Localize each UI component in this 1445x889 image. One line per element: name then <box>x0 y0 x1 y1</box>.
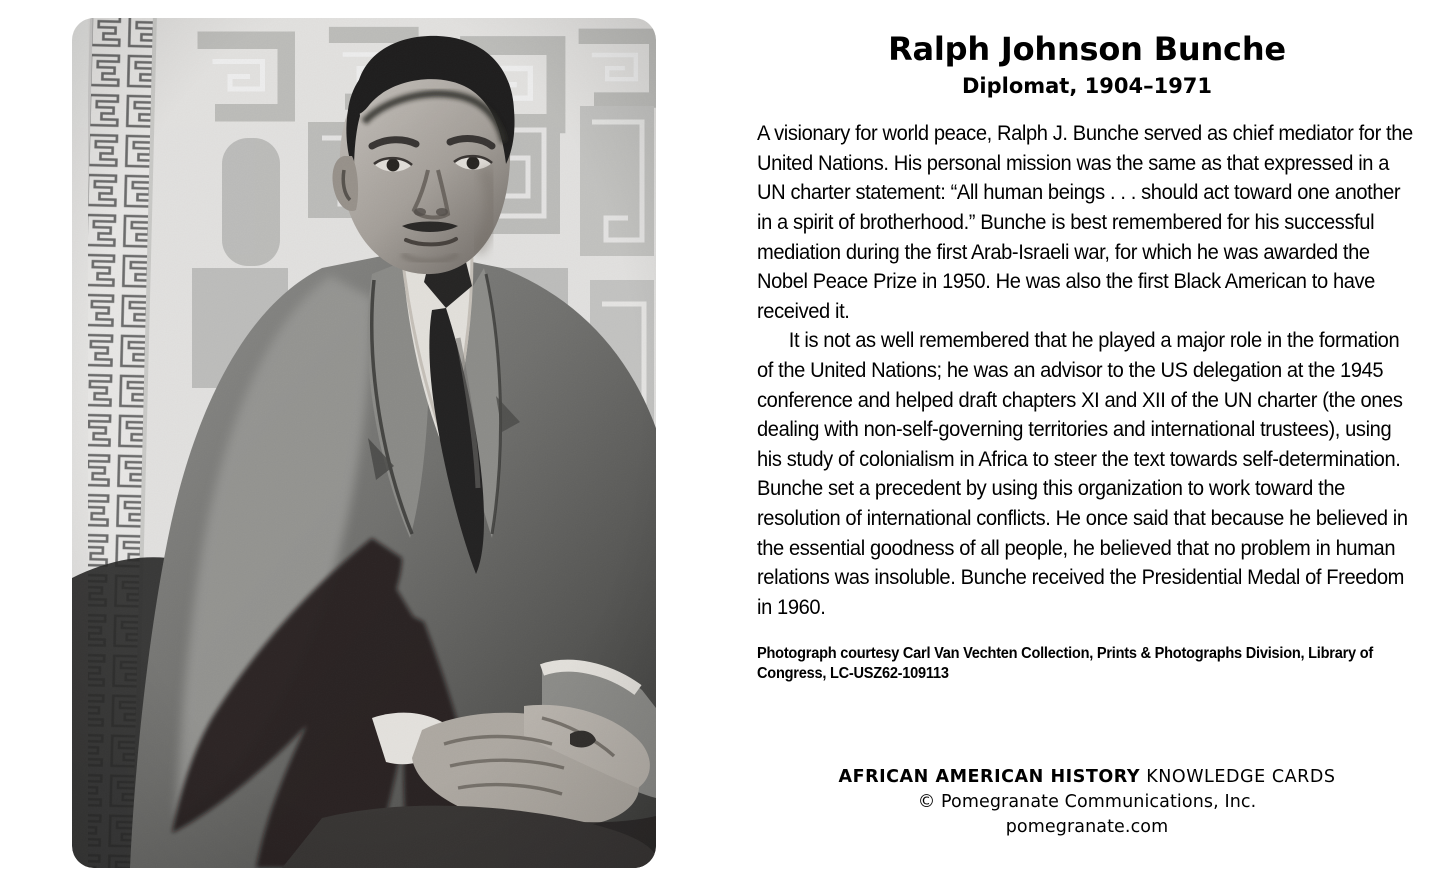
series-suffix: KNOWLEDGE CARDS <box>1140 767 1336 787</box>
series-brand: AFRICAN AMERICAN HISTORY <box>838 767 1141 787</box>
page-title: Ralph Johnson Bunche <box>888 30 1286 68</box>
subtitle-role-dates: Diplomat, 1904–1971 <box>961 74 1213 99</box>
copyright-line: © Pomegranate Communications, Inc. <box>917 792 1257 812</box>
series-line <box>757 765 1417 790</box>
website-line[interactable]: pomegranate.com <box>1005 817 1169 837</box>
portrait-photo-image <box>72 18 656 868</box>
biography-paragraph-2: It is not as well remembered that he played a major role in the formation of the United Nations; he was an advisor to the US delegation at the 1945 conference and helped draft chapters XI and XII of the UN charter (the ones dealing with non-self-governing territories and international trustees), using his study of colonialism in Africa to steer the text towards self-determination. Bunche set a precedent by using this organization to work toward the resolution of international conflicts. He once said that because he believed in the essential goodness of all people, he believed that no problem in human relations was insoluble. Bunche received the Presidential Medal of Freedom in 1960. <box>757 328 1408 619</box>
card-text-column <box>757 28 1417 868</box>
card-footer <box>757 765 1417 840</box>
photo-credit: Photograph courtesy Carl Van Vechten Collection, Prints & Photographs Division, Library of Congress, LC-USZ62-109113 <box>757 645 1373 682</box>
biography-paragraph-1: A visionary for world peace, Ralph J. Bunche served as chief mediator for the United Nations. His personal mission was the same as that expressed in a UN charter statement: “All human beings . . . should act toward one another in a spirit of brotherhood.” Bunche is best remembered for his successful mediation during the first Arab-Israeli war, for which he was awarded the Nobel Peace Prize in 1950. He was also the first Black American to have received it. <box>757 121 1413 323</box>
biography-body <box>757 119 1417 622</box>
portrait-photo <box>72 18 656 868</box>
